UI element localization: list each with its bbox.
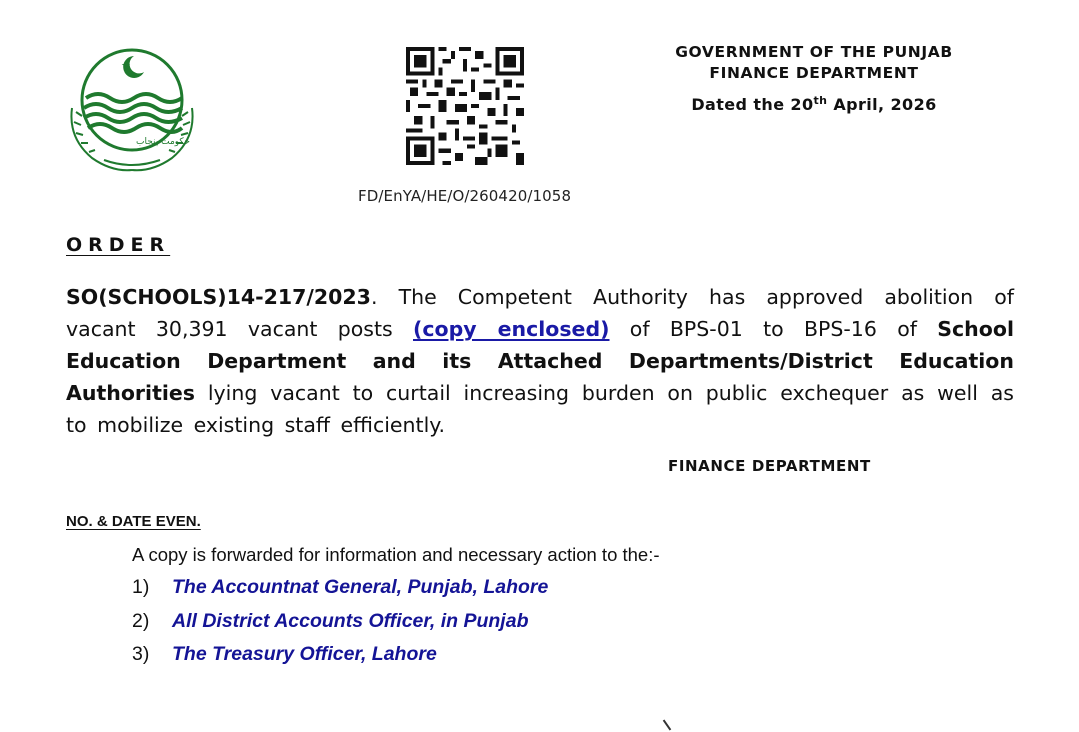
- list-item: [132, 610, 548, 644]
- order-body: [66, 281, 1014, 441]
- svg-text:★: ★: [121, 59, 131, 72]
- qr-code: [406, 47, 524, 165]
- copy-enclosed-link[interactable]: (copy enclosed): [413, 317, 610, 341]
- date-prefix: Dated the 20: [691, 95, 814, 114]
- list-number: 1): [132, 576, 150, 598]
- list-item: [132, 643, 548, 677]
- order-text-1: . The Competent Authority has approved abolition of vacant 30,391 vacant posts: [66, 285, 1014, 341]
- government-title: GOVERNMENT OF THE PUNJAB: [675, 43, 953, 61]
- order-heading: ORDER: [66, 234, 171, 256]
- date-rest: April, 2026: [827, 95, 937, 114]
- signatory: FINANCE DEPARTMENT: [668, 457, 871, 475]
- letterhead: [640, 42, 988, 114]
- recipient-list: [132, 576, 548, 677]
- list-number: 2): [132, 609, 150, 632]
- order-text-2: of BPS-01 to BPS-16 of: [609, 317, 938, 341]
- signature-stroke: [663, 720, 672, 731]
- recipient-name: The Treasury Officer, Lahore: [172, 643, 437, 665]
- issue-date: [640, 95, 988, 114]
- recipient-name: The Accountnat General, Punjab, Lahore: [172, 576, 549, 598]
- punjab-emblem-logo: [64, 38, 200, 174]
- svg-text:حکومت پنجاب: حکومت پنجاب: [136, 137, 190, 147]
- recipient-name: All District Accounts Officer, in Punjab: [172, 609, 529, 632]
- order-reference: SO(SCHOOLS)14-217/2023: [66, 285, 371, 309]
- endorsement-intro: A copy is forwarded for information and necessary action to the:-: [132, 544, 660, 565]
- department-title: FINANCE DEPARTMENT: [709, 64, 919, 82]
- order-text-3: lying vacant to curtail increasing burden on public exchequer as well as to mobilize existing staff efficiently.: [66, 381, 1014, 437]
- order-entity: School Education Department and its Attached Departments/District Education Authorities: [66, 317, 1014, 405]
- reference-number: FD/EnYA/HE/O/260420/1058: [358, 187, 572, 205]
- list-item: [132, 576, 548, 610]
- endorsement-heading: NO. & DATE EVEN.: [66, 513, 201, 530]
- date-ordinal: th: [813, 94, 828, 107]
- list-number: 3): [132, 643, 150, 665]
